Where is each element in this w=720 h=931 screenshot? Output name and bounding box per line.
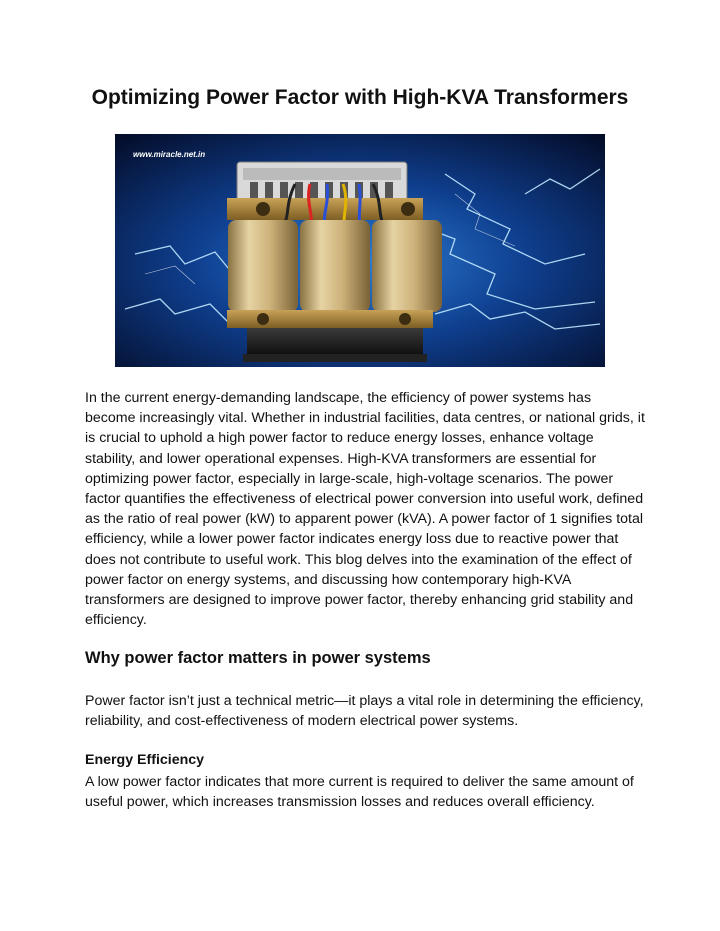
intro-paragraph: In the current energy-demanding landscape, the efficiency of power systems has become increasingly vital. Whether in industrial facilities, data centres, or national grids, it is crucial to uphold a high power factor to reduce energy losses, enhance voltage stability, and lower operational expenses. High-KVA transformers are essential for optimizing power factor, especially in large-scale, high-voltage scenarios. The power factor quantifies the effectiveness of electrical power conversion into useful work, defined as the ratio of real power (kW) to apparent power (kVA). A power factor of 1 signifies total efficiency, while a lower power factor indicates energy loss due to reactive power that does not contribute to useful work. This blog delves into the examination of the effect of power factor on energy systems, and discussing how contemporary high-KVA transformers are designed to improve power factor, thereby enhancing grid stability and efficiency.: [85, 390, 645, 629]
transformer-illustration: [115, 134, 605, 367]
section-heading: Why power factor matters in power systems: [85, 649, 431, 667]
page-title: Optimizing Power Factor with High-KVA Transformers: [91, 86, 629, 109]
subsection-paragraph: A low power factor indicates that more current is required to deliver the same amount of useful power, which increases transmission losses and reduces overall efficiency.: [85, 774, 634, 811]
subsection-heading: Energy Efficiency: [85, 752, 205, 768]
transformer-photo: [115, 134, 605, 367]
section-paragraph: Power factor isn’t just a technical metric—it plays a vital role in determining the efficiency, reliability, and cost-effectiveness of modern electrical power systems.: [85, 693, 644, 730]
image-watermark: www.miracle.net.in: [133, 150, 206, 159]
